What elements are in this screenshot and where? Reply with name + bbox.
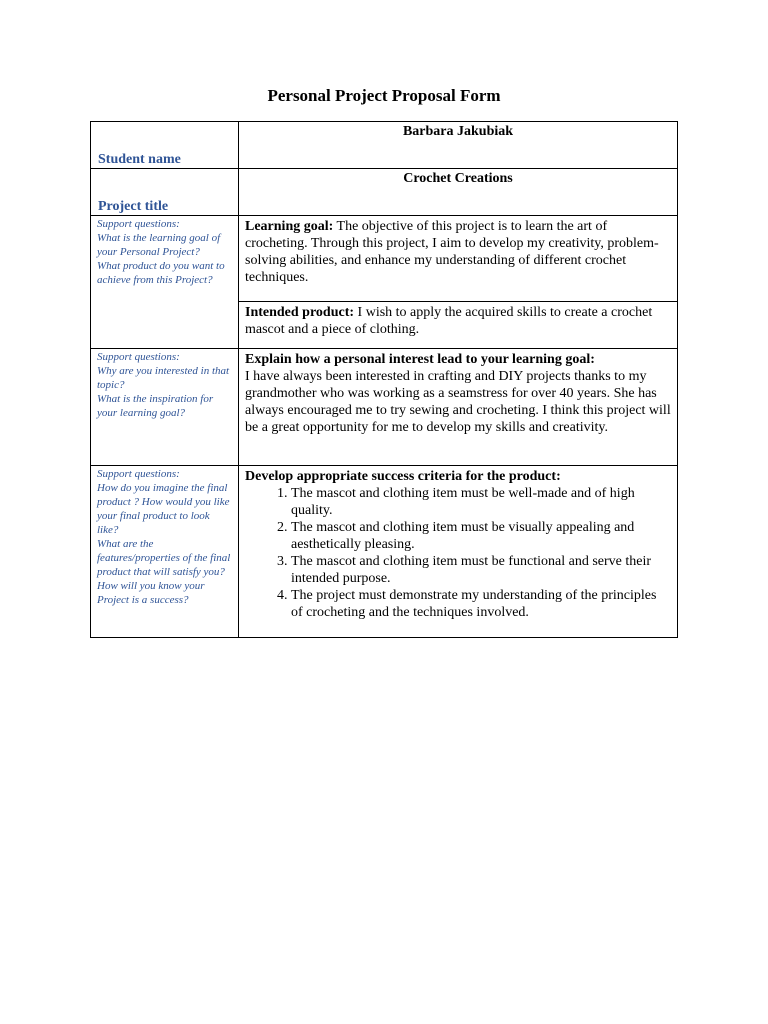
project-title-value: Crochet Creations (239, 169, 678, 216)
personal-interest-cell (239, 349, 678, 466)
student-name-label: Student name (98, 152, 181, 167)
success-criteria-cell (239, 466, 678, 638)
intended-product-heading: Intended product: (245, 305, 355, 320)
list-item: 4. The project must demonstrate my understanding of the principles of crocheting and the techniques involved. (291, 587, 671, 621)
list-item: 1. The mascot and clothing item must be well-made and of high quality. (291, 485, 671, 519)
learning-goal-row (91, 216, 678, 302)
success-criteria-heading: Develop appropriate success criteria for the product: (245, 469, 561, 484)
personal-interest-row (91, 349, 678, 466)
support-question: What are the features/properties of the final product that will satisfy you? How will you know your Project is a success? (97, 538, 231, 606)
support-heading: Support questions: (97, 218, 180, 230)
student-name-label-cell (91, 122, 239, 169)
learning-goal-cell (239, 216, 678, 302)
personal-interest-heading: Explain how a personal interest lead to your learning goal: (245, 352, 595, 367)
student-name-value: Barbara Jakubiak (239, 122, 678, 169)
interest-support-questions (91, 349, 239, 466)
list-item: 3. The mascot and clothing item must be functional and serve their intended purpose. (291, 553, 671, 587)
support-question: How do you imagine the final product ? How would you like your final product to look like? (97, 482, 230, 536)
learning-goal-text: The objective of this project is to learn the art of crocheting. Through this project, I aim to develop my creativity, problem-solving abilities, and enhance my understanding of different crochet techniques. (245, 219, 659, 285)
proposal-form-table (90, 121, 678, 638)
project-title-label-cell (91, 169, 239, 216)
success-criteria-row (91, 466, 678, 638)
support-question: What product do you want to achieve from this Project? (97, 260, 225, 286)
criteria-support-questions (91, 466, 239, 638)
project-title-label: Project title (98, 199, 169, 214)
intended-product-text: I wish to apply the acquired skills to create a crochet mascot and a piece of clothing. (245, 305, 653, 337)
learning-goal-heading: Learning goal: (245, 219, 334, 234)
support-heading: Support questions: (97, 468, 180, 480)
intended-product-cell (239, 302, 678, 349)
list-item: 2. The mascot and clothing item must be visually appealing and aesthetically pleasing. (291, 519, 671, 553)
student-name-row (91, 122, 678, 169)
support-question: What is the learning goal of your Personal Project? (97, 232, 221, 258)
support-question: What is the inspiration for your learning goal? (97, 393, 214, 419)
support-heading: Support questions: (97, 351, 180, 363)
success-criteria-list (245, 485, 671, 621)
learning-support-questions (91, 216, 239, 349)
page-title: Personal Project Proposal Form (267, 86, 501, 105)
support-question: Why are you interested in that topic? (97, 365, 230, 391)
personal-interest-text: I have always been interested in crafting and DIY projects thanks to my grandmother who was working as a seamstress for over 40 years. She has always encouraged me to try sewing and crocheting. I think this project will be a great opportunity for me to develop my skills and creativity. (245, 369, 671, 435)
project-title-row (91, 169, 678, 216)
